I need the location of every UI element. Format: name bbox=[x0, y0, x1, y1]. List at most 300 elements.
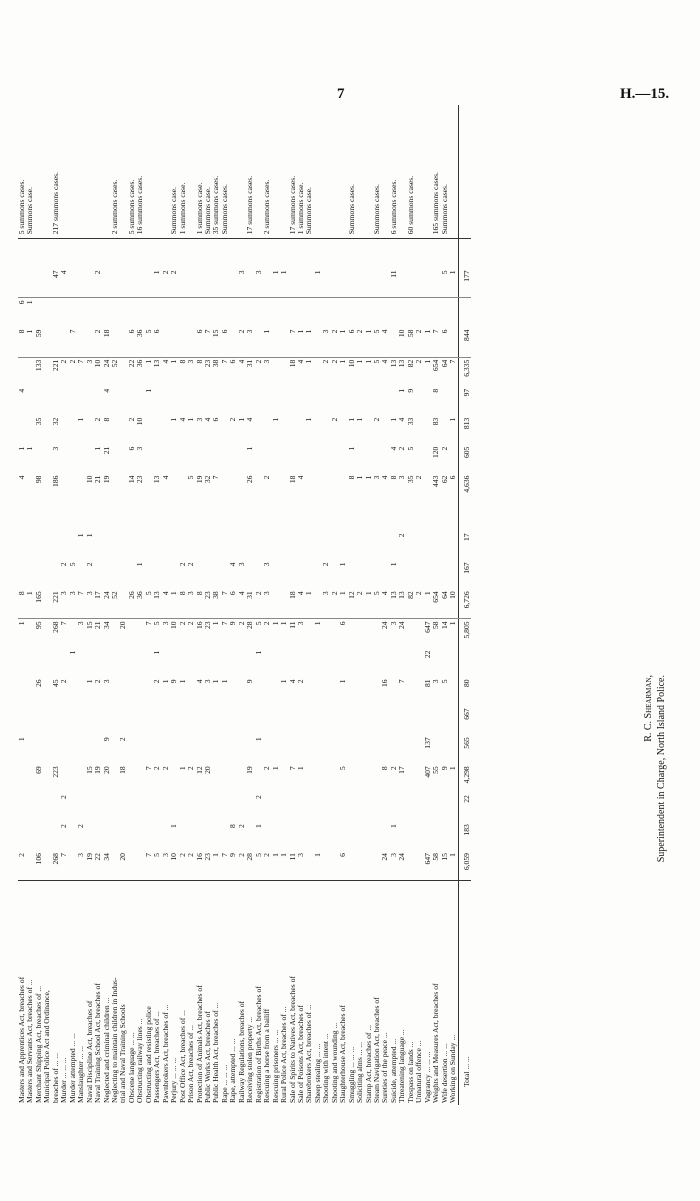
value-cell bbox=[86, 387, 94, 416]
value-cell bbox=[246, 706, 254, 735]
value-cell: 4 bbox=[238, 357, 246, 387]
value-cell bbox=[196, 503, 204, 532]
value-cell bbox=[272, 589, 280, 619]
value-cell bbox=[289, 649, 297, 678]
value-cell: 1 bbox=[25, 591, 35, 596]
value-cell: 1 bbox=[18, 619, 26, 649]
value-cell: 26 bbox=[33, 679, 43, 688]
value-cell: 1 bbox=[363, 591, 373, 596]
value-cell bbox=[322, 298, 330, 328]
value-cell bbox=[136, 531, 144, 560]
remark-cell: Summons cases. bbox=[348, 105, 356, 239]
value-cell: 1 bbox=[245, 446, 255, 451]
value-cell bbox=[297, 560, 305, 589]
value-cell bbox=[170, 239, 178, 269]
value-cell bbox=[407, 619, 415, 649]
value-cell bbox=[415, 416, 423, 445]
value-cell: 1 bbox=[346, 446, 356, 451]
value-cell bbox=[111, 503, 119, 532]
value-cell bbox=[111, 298, 119, 328]
value-cell bbox=[305, 822, 313, 851]
offence-label: Passengers Act, breaches of ... bbox=[153, 881, 161, 1105]
value-cell: 120 bbox=[431, 446, 441, 459]
remark-cell: 35 summons cases. bbox=[212, 105, 220, 239]
value-cell bbox=[187, 445, 195, 474]
value-cell bbox=[179, 531, 187, 560]
offence-label: Wife desertion ... ... bbox=[441, 881, 449, 1105]
value-cell bbox=[246, 503, 254, 532]
value-cell bbox=[289, 706, 297, 735]
value-cell: 1 bbox=[17, 737, 26, 742]
offence-label: Vagrancy ... ... ... bbox=[424, 881, 432, 1105]
value-cell bbox=[432, 560, 440, 589]
offence-label: Sheep stealing ... ... bbox=[314, 881, 322, 1105]
value-cell: 2 bbox=[177, 853, 187, 857]
value-cell: 1 bbox=[355, 417, 365, 422]
value-cell: 13 bbox=[153, 357, 161, 387]
value-cell: 9 bbox=[228, 853, 238, 857]
value-cell: 31 bbox=[246, 357, 254, 387]
value-cell bbox=[348, 793, 356, 822]
value-cell bbox=[69, 239, 77, 269]
offence-label: Sharebrokers Act, breaches of ... bbox=[305, 881, 313, 1105]
value-cell: 34 bbox=[103, 619, 111, 649]
value-cell bbox=[373, 268, 381, 298]
value-cell: 13 bbox=[398, 357, 406, 387]
value-cell: 667 bbox=[458, 706, 471, 735]
offence-label: Merchant Shipping Act, breaches of ... bbox=[35, 881, 43, 1105]
value-cell bbox=[35, 735, 43, 764]
value-cell: 1 bbox=[270, 417, 280, 422]
value-cell bbox=[322, 706, 330, 735]
value-cell bbox=[212, 268, 220, 298]
value-cell bbox=[162, 503, 170, 532]
value-cell bbox=[263, 445, 271, 474]
value-cell bbox=[432, 649, 440, 678]
value-cell: 7 bbox=[211, 475, 221, 480]
value-cell bbox=[111, 560, 119, 589]
value-cell bbox=[449, 793, 458, 822]
table-body bbox=[18, 105, 471, 1105]
value-cell bbox=[212, 793, 220, 822]
value-cell: 177 bbox=[458, 268, 471, 298]
value-cell: 15 bbox=[86, 619, 94, 649]
value-cell bbox=[348, 503, 356, 532]
value-cell bbox=[415, 531, 423, 560]
value-cell bbox=[187, 822, 195, 851]
value-cell bbox=[187, 298, 195, 328]
offence-label: Rape ... ... ... bbox=[221, 881, 229, 1105]
value-cell bbox=[103, 649, 111, 678]
value-cell: 8 bbox=[228, 824, 238, 828]
value-cell: 2 bbox=[414, 329, 424, 334]
value-cell bbox=[348, 735, 356, 764]
value-cell bbox=[373, 822, 381, 851]
value-cell: 1 bbox=[84, 679, 94, 684]
value-cell bbox=[221, 298, 229, 328]
value-cell bbox=[111, 387, 119, 416]
value-cell: 10 bbox=[448, 591, 458, 599]
value-cell bbox=[263, 706, 271, 735]
value-cell bbox=[196, 531, 204, 560]
value-cell bbox=[356, 764, 364, 793]
value-cell bbox=[407, 268, 415, 298]
value-cell bbox=[179, 387, 187, 416]
value-cell: 221 bbox=[52, 357, 60, 387]
value-cell bbox=[305, 445, 313, 474]
value-cell bbox=[60, 239, 68, 269]
document-code: H.—15. bbox=[620, 86, 670, 102]
value-cell bbox=[69, 445, 77, 474]
remark-cell bbox=[415, 105, 423, 239]
value-cell bbox=[381, 239, 389, 269]
signature-title: Superintendent in Charge, North Island Police. bbox=[656, 675, 667, 863]
value-cell: 23 bbox=[202, 591, 212, 599]
value-cell bbox=[280, 298, 288, 328]
value-cell bbox=[18, 649, 26, 678]
value-cell bbox=[255, 706, 263, 735]
value-cell: 7 bbox=[449, 357, 458, 387]
value-cell bbox=[179, 649, 187, 678]
value-cell: 1 bbox=[25, 446, 35, 451]
value-cell bbox=[449, 503, 458, 532]
value-cell: 3 bbox=[390, 619, 398, 649]
table-row bbox=[238, 105, 246, 1105]
table-row bbox=[407, 105, 415, 1105]
value-cell: 2 bbox=[415, 357, 423, 387]
value-cell bbox=[373, 387, 381, 416]
value-cell bbox=[432, 735, 440, 764]
value-cell: 23 bbox=[135, 475, 145, 484]
value-cell bbox=[18, 503, 26, 532]
offence-label: Working on Sunday ... bbox=[449, 881, 458, 1105]
value-cell bbox=[229, 677, 237, 706]
value-cell bbox=[297, 649, 305, 678]
table-row bbox=[86, 105, 94, 1105]
value-cell bbox=[103, 793, 111, 822]
remark-cell bbox=[458, 105, 471, 239]
value-cell: 1 bbox=[339, 357, 347, 387]
value-cell: 3 bbox=[321, 591, 331, 596]
value-cell: 3 bbox=[236, 562, 246, 567]
offence-label: Receiving stolen property ... bbox=[246, 881, 254, 1105]
value-cell bbox=[170, 649, 178, 678]
value-cell bbox=[111, 793, 119, 822]
offence-label: Manslaughter ... ... bbox=[77, 881, 85, 1105]
value-cell: 2 bbox=[372, 417, 382, 422]
value-cell bbox=[305, 793, 313, 822]
value-cell bbox=[153, 735, 161, 764]
value-cell bbox=[449, 706, 458, 735]
remark-cell: 2 summons cases. bbox=[111, 105, 119, 239]
remark-cell bbox=[77, 105, 85, 239]
value-cell: 6 bbox=[338, 853, 348, 857]
offence-label: Post Office Act, breaches of ... bbox=[179, 881, 187, 1105]
value-cell: 10 bbox=[397, 329, 407, 338]
value-cell bbox=[18, 764, 26, 793]
value-cell bbox=[365, 851, 373, 881]
value-cell bbox=[43, 298, 51, 328]
value-cell bbox=[136, 735, 144, 764]
value-cell bbox=[356, 706, 364, 735]
value-cell bbox=[297, 503, 305, 532]
value-cell bbox=[314, 239, 322, 269]
value-cell bbox=[390, 706, 398, 735]
value-cell: 80 bbox=[458, 677, 471, 706]
value-cell bbox=[221, 445, 229, 474]
value-cell bbox=[86, 503, 94, 532]
value-cell bbox=[449, 735, 458, 764]
value-cell bbox=[103, 298, 111, 328]
value-cell: 1 bbox=[169, 417, 179, 422]
value-cell bbox=[145, 793, 153, 822]
value-cell bbox=[212, 706, 220, 735]
value-cell: 3 bbox=[186, 591, 196, 596]
value-cell bbox=[432, 793, 440, 822]
value-cell bbox=[280, 706, 288, 735]
value-cell bbox=[331, 474, 339, 503]
table-row bbox=[322, 105, 330, 1105]
value-cell: 8 bbox=[380, 766, 390, 771]
value-cell bbox=[255, 531, 263, 560]
value-cell: 6,059 bbox=[458, 851, 471, 881]
value-cell bbox=[424, 822, 432, 851]
value-cell bbox=[289, 503, 297, 532]
value-cell: 28 bbox=[246, 619, 254, 649]
value-cell bbox=[94, 503, 102, 532]
value-cell bbox=[381, 387, 389, 416]
value-cell bbox=[179, 706, 187, 735]
value-cell bbox=[449, 328, 458, 358]
value-cell bbox=[128, 822, 136, 851]
value-cell bbox=[280, 822, 288, 851]
table-row bbox=[381, 105, 389, 1105]
value-cell: 6 bbox=[152, 329, 162, 334]
value-cell bbox=[449, 822, 458, 851]
value-cell bbox=[432, 531, 440, 560]
value-cell: 3 bbox=[245, 329, 255, 334]
value-cell bbox=[289, 531, 297, 560]
value-cell: 1 bbox=[76, 417, 86, 422]
value-cell: 4 bbox=[397, 417, 407, 422]
value-cell bbox=[128, 735, 136, 764]
value-cell bbox=[86, 649, 94, 678]
value-cell: 81 bbox=[422, 679, 432, 688]
value-cell bbox=[238, 239, 246, 269]
value-cell: 1 bbox=[424, 357, 432, 387]
value-cell bbox=[170, 445, 178, 474]
table-row bbox=[348, 105, 356, 1105]
offences-table bbox=[18, 105, 471, 1105]
value-cell bbox=[381, 649, 389, 678]
value-cell bbox=[204, 822, 212, 851]
value-cell bbox=[26, 649, 34, 678]
value-cell: 2 bbox=[414, 475, 424, 480]
value-cell bbox=[52, 503, 60, 532]
value-cell bbox=[153, 298, 161, 328]
value-cell bbox=[221, 474, 229, 503]
value-cell bbox=[69, 764, 77, 793]
value-cell: 8 bbox=[179, 357, 187, 387]
value-cell bbox=[119, 793, 127, 822]
value-cell bbox=[26, 560, 34, 589]
value-cell bbox=[204, 649, 212, 678]
offence-label: trial and Naval Training Schools bbox=[119, 881, 127, 1105]
value-cell bbox=[43, 649, 51, 678]
value-cell: 32 bbox=[202, 475, 212, 484]
value-cell bbox=[407, 239, 415, 269]
value-cell bbox=[449, 387, 458, 416]
value-cell bbox=[441, 560, 449, 589]
value-cell bbox=[305, 239, 313, 269]
offence-label: Pawnbrokers Act, breaches of ... bbox=[162, 881, 170, 1105]
value-cell bbox=[119, 387, 127, 416]
value-cell: 654 bbox=[432, 357, 440, 387]
value-cell bbox=[407, 677, 415, 706]
value-cell bbox=[415, 503, 423, 532]
value-cell: 13 bbox=[152, 591, 162, 599]
value-cell bbox=[305, 503, 313, 532]
remark-cell: 1 summons case. bbox=[297, 105, 305, 239]
value-cell: 17 bbox=[397, 766, 407, 774]
value-cell bbox=[26, 793, 34, 822]
value-cell bbox=[458, 298, 471, 328]
value-cell bbox=[305, 531, 313, 560]
value-cell bbox=[162, 706, 170, 735]
value-cell bbox=[441, 649, 449, 678]
value-cell bbox=[136, 677, 144, 706]
value-cell bbox=[153, 560, 161, 589]
value-cell: 83 bbox=[431, 417, 441, 426]
table-row bbox=[18, 105, 26, 1105]
value-cell: 7 bbox=[145, 619, 153, 649]
value-cell bbox=[365, 677, 373, 706]
value-cell bbox=[348, 387, 356, 416]
value-cell: 2 bbox=[321, 562, 331, 567]
offence-label: Public Health Act, breaches of ... bbox=[212, 881, 220, 1105]
value-cell bbox=[153, 503, 161, 532]
table-row bbox=[314, 105, 322, 1105]
value-cell bbox=[398, 706, 406, 735]
value-cell bbox=[424, 503, 432, 532]
value-cell bbox=[415, 445, 423, 474]
value-cell bbox=[441, 298, 449, 328]
value-cell bbox=[18, 793, 26, 822]
value-cell bbox=[322, 239, 330, 269]
value-cell bbox=[289, 560, 297, 589]
table-row bbox=[263, 105, 271, 1105]
value-cell bbox=[229, 445, 237, 474]
value-cell bbox=[229, 706, 237, 735]
value-cell: 2 bbox=[186, 562, 196, 567]
value-cell: 3 bbox=[160, 853, 170, 857]
value-cell: 4 bbox=[59, 270, 69, 275]
value-cell bbox=[272, 706, 280, 735]
value-cell: 1 bbox=[338, 562, 348, 567]
value-cell bbox=[179, 328, 187, 358]
value-cell bbox=[196, 793, 204, 822]
value-cell bbox=[297, 735, 305, 764]
value-cell bbox=[424, 706, 432, 735]
value-cell: 82 bbox=[405, 591, 415, 599]
value-cell: 10 bbox=[94, 357, 102, 387]
value-cell bbox=[432, 706, 440, 735]
remark-cell: Summons cases. bbox=[373, 105, 381, 239]
value-cell bbox=[60, 298, 68, 328]
remark-cell bbox=[314, 105, 322, 239]
value-cell bbox=[339, 387, 347, 416]
value-cell: 5 bbox=[373, 357, 381, 387]
value-cell: 8 bbox=[177, 591, 187, 596]
value-cell: 7 bbox=[431, 329, 441, 334]
value-cell bbox=[314, 677, 322, 706]
value-cell bbox=[305, 735, 313, 764]
value-cell bbox=[365, 298, 373, 328]
table-row bbox=[77, 105, 85, 1105]
table-row bbox=[356, 105, 364, 1105]
value-cell bbox=[314, 445, 322, 474]
value-cell bbox=[162, 239, 170, 269]
value-cell bbox=[43, 560, 51, 589]
value-cell: 24 bbox=[397, 853, 407, 861]
value-cell: 6 bbox=[194, 329, 204, 334]
value-cell: 3 bbox=[101, 679, 111, 684]
value-cell: 4 bbox=[380, 475, 390, 480]
value-cell bbox=[229, 531, 237, 560]
value-cell: 1 bbox=[338, 329, 348, 334]
value-cell bbox=[136, 268, 144, 298]
table-row bbox=[103, 105, 111, 1105]
value-cell bbox=[322, 764, 330, 793]
value-cell: 7 bbox=[77, 357, 85, 387]
value-cell bbox=[390, 649, 398, 678]
value-cell bbox=[179, 445, 187, 474]
value-cell bbox=[18, 268, 26, 298]
value-cell: 10 bbox=[170, 619, 178, 649]
value-cell bbox=[153, 531, 161, 560]
table-row bbox=[43, 105, 51, 1105]
value-cell bbox=[289, 445, 297, 474]
offence-label: Neglected and criminal children ... bbox=[103, 881, 111, 1105]
value-cell bbox=[289, 239, 297, 269]
value-cell bbox=[69, 793, 77, 822]
value-cell bbox=[238, 298, 246, 328]
value-cell bbox=[128, 764, 136, 793]
offence-label: Sureties of the peace ... bbox=[381, 881, 389, 1105]
value-cell: 2 bbox=[262, 853, 272, 857]
value-cell: 1 bbox=[177, 766, 187, 771]
value-cell bbox=[229, 793, 237, 822]
value-cell: 813 bbox=[458, 416, 471, 445]
value-cell: 1 bbox=[338, 679, 348, 684]
value-cell: 6 bbox=[228, 591, 238, 596]
value-cell: 23 bbox=[204, 619, 212, 649]
value-cell: 165 bbox=[33, 591, 43, 603]
value-cell bbox=[69, 677, 77, 706]
value-cell bbox=[26, 531, 34, 560]
value-cell bbox=[196, 445, 204, 474]
value-cell bbox=[179, 298, 187, 328]
value-cell: 1 bbox=[212, 619, 220, 649]
value-cell bbox=[26, 735, 34, 764]
value-cell: 565 bbox=[458, 735, 471, 764]
value-cell: 2 bbox=[187, 619, 195, 649]
value-cell: 7 bbox=[143, 853, 153, 857]
value-cell: 605 bbox=[458, 445, 471, 474]
value-cell bbox=[255, 503, 263, 532]
value-cell bbox=[204, 793, 212, 822]
value-cell: 4 bbox=[297, 357, 305, 387]
